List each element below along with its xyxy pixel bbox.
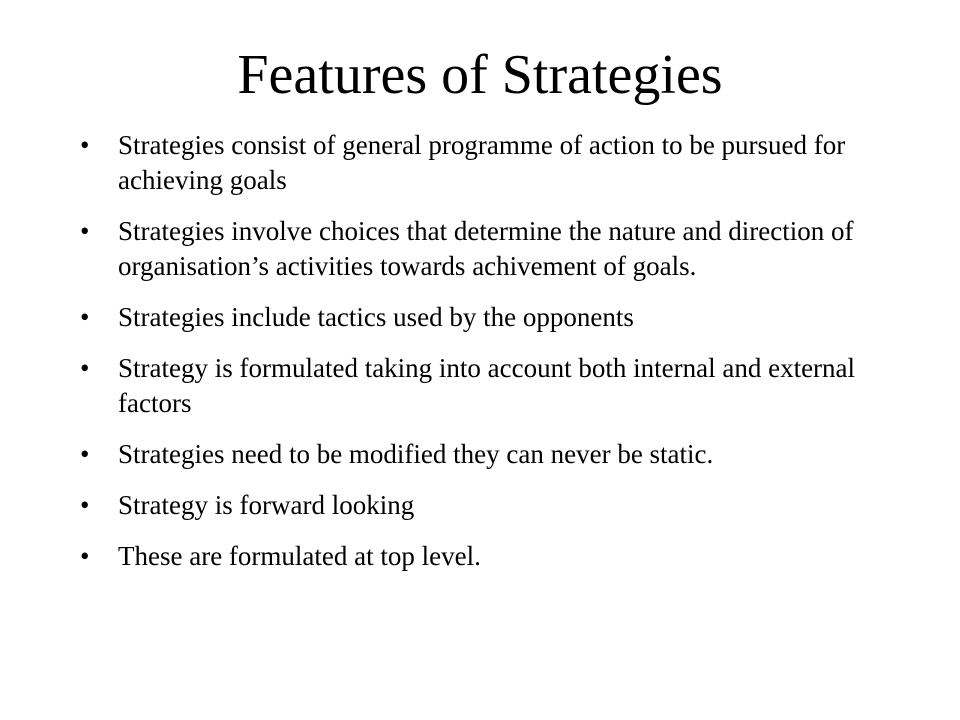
bullet-text: Strategies need to be modified they can never be static. xyxy=(118,439,714,469)
bullet-marker: • xyxy=(80,439,90,469)
bullet-item xyxy=(78,300,878,335)
bullet-marker: • xyxy=(80,302,90,332)
bullet-text: Strategies include tactics used by the opponents xyxy=(118,302,634,332)
bullet-text: Strategy is forward looking xyxy=(118,490,415,520)
bullet-item xyxy=(78,437,878,472)
bullet-text: Strategy is formulated taking into account both internal and external factors xyxy=(118,353,856,418)
bullet-item xyxy=(78,351,878,421)
bullet-text: These are formulated at top level. xyxy=(118,541,481,571)
bullet-item xyxy=(78,539,878,574)
bullet-item xyxy=(78,214,878,284)
bullet-item xyxy=(78,128,878,198)
bullet-text: Strategies involve choices that determine the nature and direction of organisation’s activities towards achivement of goals. xyxy=(118,216,854,281)
bullet-marker: • xyxy=(80,490,90,520)
bullet-item xyxy=(78,488,878,523)
bullet-text: Strategies consist of general programme of action to be pursued for achieving goals xyxy=(118,130,846,195)
bullet-marker: • xyxy=(80,216,90,246)
slide-title: Features of Strategies xyxy=(237,44,723,106)
bullet-marker: • xyxy=(80,541,90,571)
bullet-marker: • xyxy=(80,130,90,160)
bullet-marker: • xyxy=(80,353,90,383)
bullet-list xyxy=(78,128,878,590)
